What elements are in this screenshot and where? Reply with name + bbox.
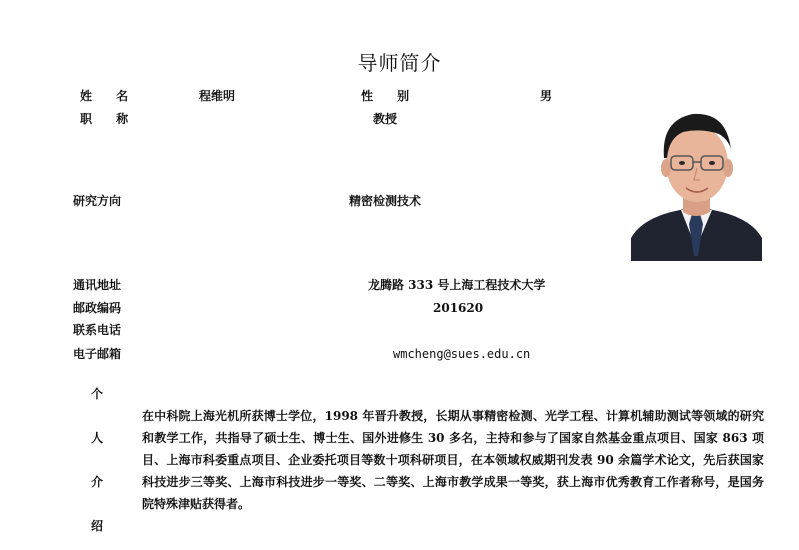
name-label: 姓 名 (80, 89, 139, 103)
intro-label-char-2: 人 (91, 431, 104, 445)
portrait-photo (631, 98, 762, 261)
research-value: 精密检测技术 (349, 194, 422, 208)
job-title-label: 职 称 (80, 112, 139, 126)
portrait-icon (631, 98, 762, 261)
email-value: wmcheng@sues.edu.cn (393, 347, 531, 361)
biography-paragraph: 在中科院上海光机所获博士学位，1998 年晋升教授，长期从事精密检测、光学工程、计算机辅助测试等领域的研究和教学工作，共指导了硕士生、博士生、国外进修生 30 多名，主持和参与了国家自然基金重点项目、国家 863 项目、上海市科委重点项目、企业委托项目等数十项科研项目，在本领域权威期刊发表 90 余篇学术论文，先后获国家科技进步三等奖、上海市科技进步一等奖、二等奖、上海市教学成果一等奖，获上海市优秀教育工作者称号，是国务院特殊津贴获得者。 (142, 409, 764, 511)
phone-label: 联系电话 (73, 323, 122, 337)
intro-label-char-4: 绍 (91, 519, 104, 533)
page-title: 导师简介 (357, 51, 442, 75)
gender-label: 性 别 (361, 89, 420, 103)
postcode-label: 邮政编码 (73, 301, 122, 315)
postcode-value: 201620 (433, 301, 484, 315)
address-value: 龙腾路 333 号上海工程技术大学 (368, 278, 546, 292)
name-value: 程维明 (199, 89, 236, 103)
research-label: 研究方向 (73, 194, 122, 208)
intro-label-char-1: 个 (91, 387, 104, 401)
email-label: 电子邮箱 (73, 347, 122, 361)
job-title-value: 教授 (373, 112, 398, 126)
address-label: 通讯地址 (73, 278, 122, 292)
gender-value: 男 (540, 89, 553, 103)
intro-label-char-3: 介 (91, 475, 104, 489)
